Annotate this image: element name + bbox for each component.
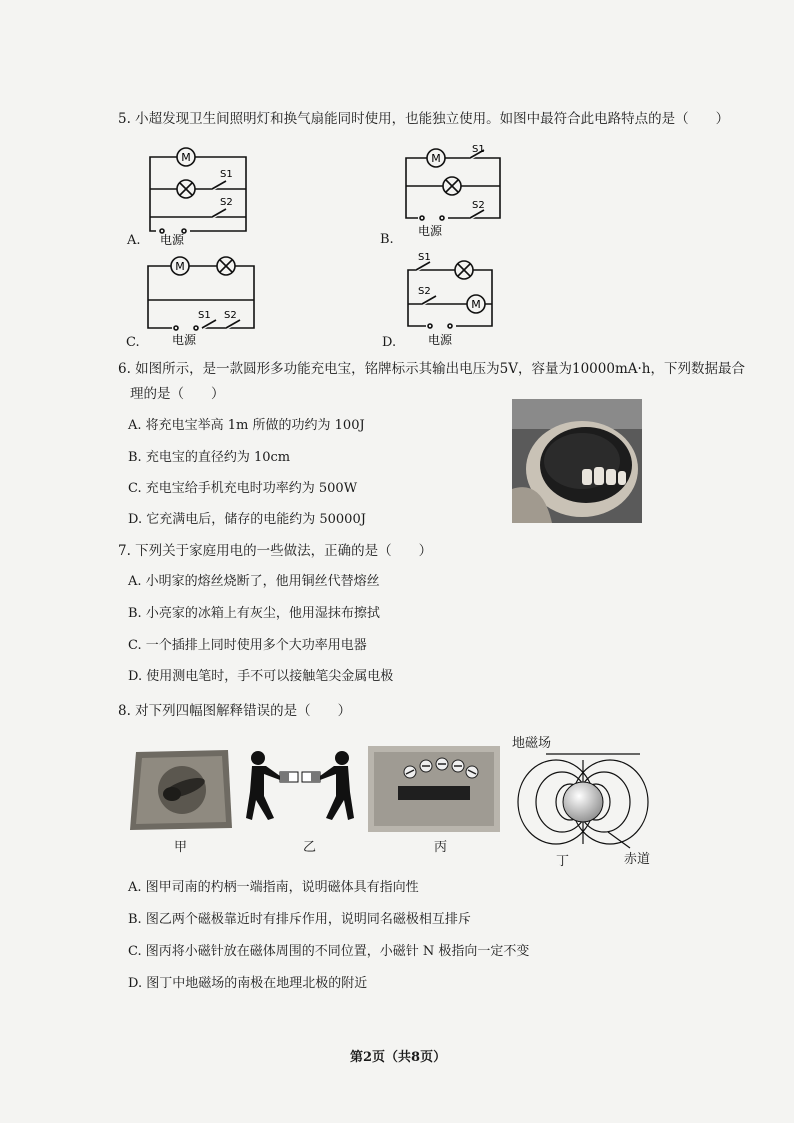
q8-stem: 8. 对下列四幅图解释错误的是（ ）	[118, 703, 352, 719]
earth-field-label: 地磁场	[512, 736, 552, 751]
switch-s2-label: S2	[224, 310, 237, 321]
circuit-a	[128, 145, 268, 249]
power-label: 电源	[171, 333, 197, 347]
q6-option-a: A. 将充电宝举高 1m 所做的功约为 100J	[128, 418, 365, 433]
switch-s1-label: S1	[472, 144, 485, 155]
power-label: 电源	[159, 233, 185, 245]
q7-stem: 7. 下列关于家庭用电的一些做法，正确的是（ ）	[118, 543, 433, 559]
q7-option-a: A. 小明家的熔丝烧断了，他用铜丝代替熔丝	[128, 574, 380, 589]
figure-bing-needles	[368, 746, 500, 836]
q6-option-c: C. 充电宝给手机充电时功率约为 500W	[128, 481, 358, 496]
switch-s2-label: S2	[220, 197, 233, 208]
q8-option-c: C. 图丙将小磁针放在磁体周围的不同位置，小磁针 N 极指向一定不变	[128, 944, 530, 959]
figure-ding-earth-field	[516, 752, 650, 856]
option-a-letter: A.	[127, 233, 141, 248]
option-b-letter: B.	[380, 232, 394, 247]
q5-stem: 5. 小超发现卫生间照明灯和换气扇能同时使用，也能独立使用。如图中最符合此电路特点的是（ ）	[118, 111, 730, 127]
figure-yi-magnets	[240, 748, 360, 832]
switch-s1-label: S1	[418, 252, 431, 263]
power-label: 电源	[427, 333, 453, 347]
circuit-b	[390, 140, 520, 249]
switch-s1-label: S1	[220, 169, 233, 180]
switch-s1-label: S1	[198, 310, 211, 321]
q7-option-d: D. 使用测电笔时，手不可以接触笔尖金属电极	[128, 669, 394, 684]
motor-label: M	[181, 151, 191, 164]
caption-bing: 丙	[434, 840, 448, 855]
equator-label: 赤道	[624, 852, 651, 867]
q8-option-a: A. 图甲司南的杓柄一端指南，说明磁体具有指向性	[128, 880, 419, 895]
power-label: 电源	[417, 224, 443, 238]
caption-yi: 乙	[303, 840, 317, 855]
circuit-d	[396, 250, 506, 354]
page-footer: 第2页（共8页）	[350, 1050, 447, 1065]
motor-label: M	[431, 152, 441, 165]
switch-s2-label: S2	[472, 200, 485, 211]
q6-stem-line2: 理的是（ ）	[130, 386, 225, 402]
q8-option-b: B. 图乙两个磁极靠近时有排斥作用，说明同名磁极相互排斥	[128, 912, 471, 927]
q6-stem-line1: 6. 如图所示，是一款圆形多功能充电宝，铭牌标示其输出电压为5V，容量为10000mA·h，下列数据最合	[118, 361, 745, 377]
q8-option-d: D. 图丁中地磁场的南极在地理北极的附近	[128, 976, 368, 991]
figure-jia-sinan	[128, 748, 234, 838]
q6-option-b: B. 充电宝的直径约为 10cm	[128, 450, 291, 465]
caption-jia: 甲	[174, 840, 188, 855]
circuit-c	[138, 250, 268, 354]
q7-option-b: B. 小亮家的冰箱上有灰尘，他用湿抹布擦拭	[128, 606, 380, 621]
switch-s2-label: S2	[418, 286, 431, 297]
power-bank-photo	[512, 399, 642, 527]
q7-option-c: C. 一个插排上同时使用多个大功率用电器	[128, 638, 367, 653]
motor-label: M	[471, 298, 481, 311]
caption-ding: 丁	[556, 854, 570, 869]
option-d-letter: D.	[382, 335, 397, 350]
q6-option-d: D. 它充满电后，储存的电能约为 50000J	[128, 512, 366, 527]
motor-label: M	[175, 260, 185, 273]
option-c-letter: C.	[126, 335, 140, 350]
